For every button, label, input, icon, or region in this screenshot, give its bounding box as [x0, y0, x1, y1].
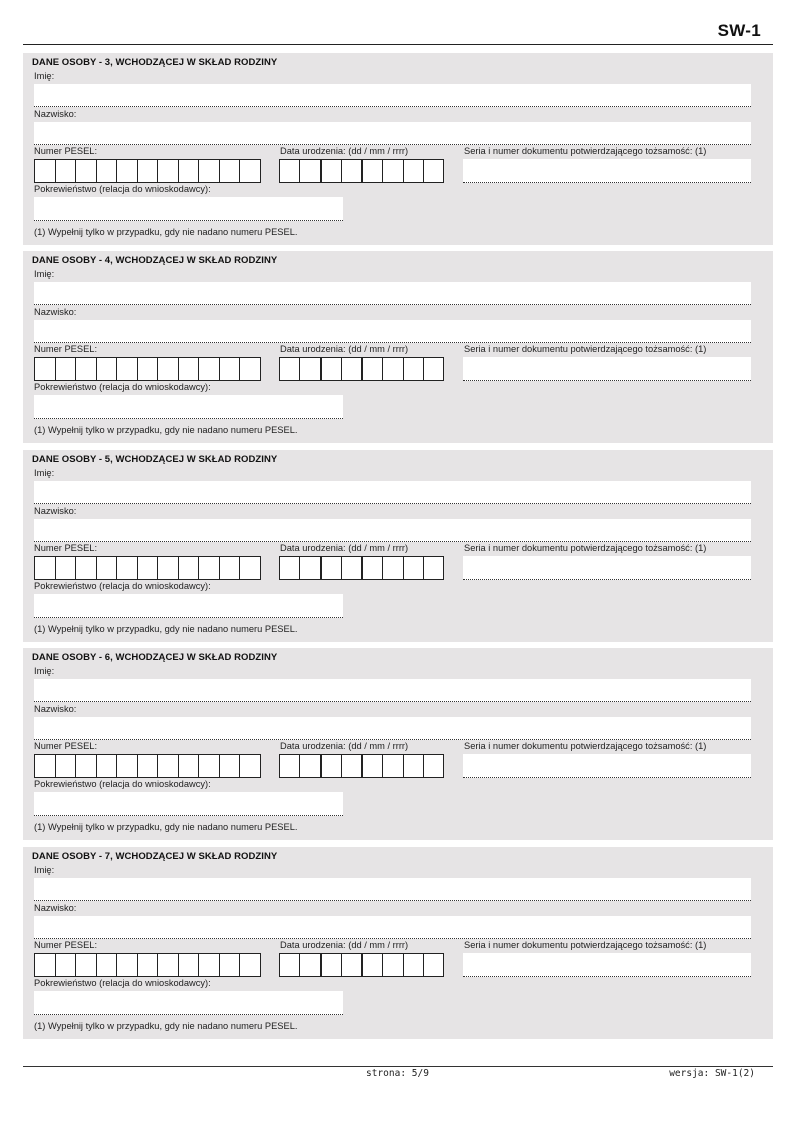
pesel-label: Numer PESEL: — [34, 344, 98, 354]
pesel-digit-box[interactable] — [56, 755, 77, 777]
birth-date-input[interactable] — [279, 556, 444, 580]
last-name-label: Nazwisko: — [34, 307, 77, 317]
date-digit-box[interactable] — [363, 954, 383, 976]
person-section — [23, 847, 773, 1039]
first-name-label: Imię: — [34, 71, 55, 81]
pesel-digit-box[interactable] — [158, 358, 179, 380]
pesel-digit-box[interactable] — [56, 954, 77, 976]
last-name-field[interactable] — [34, 122, 751, 145]
last-name-label: Nazwisko: — [34, 506, 77, 516]
relation-field[interactable] — [34, 197, 343, 221]
pesel-digit-box[interactable] — [117, 557, 138, 579]
date-digit-box[interactable] — [363, 755, 383, 777]
id-document-field[interactable] — [463, 357, 751, 381]
pesel-digit-box[interactable] — [97, 954, 118, 976]
pesel-digit-box[interactable] — [76, 557, 97, 579]
footnote: (1) Wypełnij tylko w przypadku, gdy nie nadano numeru PESEL. — [34, 1021, 298, 1031]
pesel-input[interactable] — [34, 953, 261, 977]
date-digit-box[interactable] — [363, 557, 383, 579]
date-digit-box[interactable] — [300, 954, 321, 976]
date-digit-box[interactable] — [383, 954, 403, 976]
last-name-field[interactable] — [34, 717, 751, 740]
pesel-digit-box[interactable] — [56, 557, 77, 579]
pesel-digit-box[interactable] — [35, 160, 56, 182]
pesel-digit-box[interactable] — [97, 557, 118, 579]
pesel-digit-box[interactable] — [179, 358, 200, 380]
footnote: (1) Wypełnij tylko w przypadku, gdy nie nadano numeru PESEL. — [34, 822, 298, 832]
date-digit-box[interactable] — [424, 755, 443, 777]
footnote: (1) Wypełnij tylko w przypadku, gdy nie nadano numeru PESEL. — [34, 227, 298, 237]
date-digit-box[interactable] — [404, 954, 424, 976]
birth-date-input[interactable] — [279, 357, 444, 381]
pesel-digit-box[interactable] — [199, 358, 220, 380]
first-name-label: Imię: — [34, 269, 55, 279]
pesel-digit-box[interactable] — [76, 358, 97, 380]
date-digit-box[interactable] — [322, 755, 342, 777]
id-document-field[interactable] — [463, 754, 751, 778]
pesel-digit-box[interactable] — [35, 557, 56, 579]
pesel-digit-box[interactable] — [179, 755, 200, 777]
pesel-digit-box[interactable] — [220, 755, 241, 777]
pesel-digit-box[interactable] — [35, 358, 56, 380]
date-digit-box[interactable] — [404, 755, 424, 777]
pesel-digit-box[interactable] — [97, 358, 118, 380]
id-document-field[interactable] — [463, 556, 751, 580]
pesel-digit-box[interactable] — [179, 557, 200, 579]
pesel-label: Numer PESEL: — [34, 146, 98, 156]
form-code: SW-1 — [717, 21, 761, 40]
person-section — [23, 450, 773, 642]
pesel-digit-box[interactable] — [76, 160, 97, 182]
birth-date-label: Data urodzenia: (dd / mm / rrrr) — [280, 543, 409, 553]
pesel-digit-box[interactable] — [97, 755, 118, 777]
pesel-label: Numer PESEL: — [34, 940, 98, 950]
form-version: wersja: SW-1(2) — [669, 1068, 755, 1079]
pesel-digit-box[interactable] — [158, 557, 179, 579]
pesel-input[interactable] — [34, 754, 261, 778]
pesel-digit-box[interactable] — [138, 160, 159, 182]
pesel-digit-box[interactable] — [240, 755, 260, 777]
pesel-input[interactable] — [34, 357, 261, 381]
pesel-digit-box[interactable] — [56, 358, 77, 380]
pesel-digit-box[interactable] — [220, 557, 241, 579]
last-name-label: Nazwisko: — [34, 704, 77, 714]
pesel-digit-box[interactable] — [240, 358, 260, 380]
birth-date-label: Data urodzenia: (dd / mm / rrrr) — [280, 940, 409, 950]
date-digit-box[interactable] — [342, 160, 363, 182]
first-name-field[interactable] — [34, 481, 751, 504]
date-digit-box[interactable] — [280, 160, 300, 182]
section-title: DANE OSOBY - 7, WCHODZĄCEJ W SKŁAD RODZINY — [32, 851, 278, 862]
footer-rule — [23, 1066, 773, 1067]
footnote: (1) Wypełnij tylko w przypadku, gdy nie nadano numeru PESEL. — [34, 425, 298, 435]
id-document-label: Seria i numer dokumentu potwierdzającego tożsamość: (1) — [464, 146, 707, 156]
section-title: DANE OSOBY - 6, WCHODZĄCEJ W SKŁAD RODZINY — [32, 652, 278, 663]
date-digit-box[interactable] — [300, 358, 321, 380]
pesel-digit-box[interactable] — [240, 160, 260, 182]
pesel-digit-box[interactable] — [117, 358, 138, 380]
id-document-label: Seria i numer dokumentu potwierdzającego tożsamość: (1) — [464, 344, 707, 354]
pesel-digit-box[interactable] — [199, 954, 220, 976]
date-digit-box[interactable] — [300, 160, 321, 182]
pesel-digit-box[interactable] — [220, 358, 241, 380]
date-digit-box[interactable] — [322, 358, 342, 380]
birth-date-label: Data urodzenia: (dd / mm / rrrr) — [280, 344, 409, 354]
relation-field[interactable] — [34, 395, 343, 419]
birth-date-input[interactable] — [279, 159, 444, 183]
pesel-digit-box[interactable] — [179, 954, 200, 976]
section-title: DANE OSOBY - 5, WCHODZĄCEJ W SKŁAD RODZINY — [32, 454, 278, 465]
relation-field[interactable] — [34, 991, 343, 1015]
date-digit-box[interactable] — [300, 755, 321, 777]
date-digit-box[interactable] — [280, 954, 300, 976]
first-name-field[interactable] — [34, 679, 751, 702]
date-digit-box[interactable] — [424, 358, 443, 380]
person-section — [23, 251, 773, 443]
last-name-label: Nazwisko: — [34, 109, 77, 119]
person-section — [23, 53, 773, 245]
date-digit-box[interactable] — [404, 160, 424, 182]
section-title: DANE OSOBY - 3, WCHODZĄCEJ W SKŁAD RODZINY — [32, 57, 278, 68]
pesel-digit-box[interactable] — [158, 160, 179, 182]
pesel-digit-box[interactable] — [117, 954, 138, 976]
pesel-digit-box[interactable] — [138, 755, 159, 777]
pesel-digit-box[interactable] — [117, 160, 138, 182]
pesel-digit-box[interactable] — [240, 954, 260, 976]
date-digit-box[interactable] — [424, 160, 443, 182]
date-digit-box[interactable] — [363, 358, 383, 380]
relation-label: Pokrewieństwo (relacja do wnioskodawcy): — [34, 779, 211, 789]
pesel-digit-box[interactable] — [138, 358, 159, 380]
date-digit-box[interactable] — [342, 954, 363, 976]
id-document-field[interactable] — [463, 953, 751, 977]
relation-label: Pokrewieństwo (relacja do wnioskodawcy): — [34, 978, 211, 988]
pesel-label: Numer PESEL: — [34, 741, 98, 751]
pesel-digit-box[interactable] — [35, 755, 56, 777]
pesel-digit-box[interactable] — [138, 557, 159, 579]
date-digit-box[interactable] — [404, 557, 424, 579]
first-name-label: Imię: — [34, 468, 55, 478]
pesel-input[interactable] — [34, 556, 261, 580]
date-digit-box[interactable] — [383, 557, 403, 579]
pesel-digit-box[interactable] — [199, 557, 220, 579]
date-digit-box[interactable] — [280, 358, 300, 380]
pesel-digit-box[interactable] — [179, 160, 200, 182]
id-document-label: Seria i numer dokumentu potwierdzającego tożsamość: (1) — [464, 741, 707, 751]
pesel-digit-box[interactable] — [220, 160, 241, 182]
pesel-digit-box[interactable] — [158, 954, 179, 976]
first-name-label: Imię: — [34, 666, 55, 676]
pesel-digit-box[interactable] — [199, 755, 220, 777]
pesel-digit-box[interactable] — [76, 755, 97, 777]
first-name-field[interactable] — [34, 84, 751, 107]
pesel-digit-box[interactable] — [220, 954, 241, 976]
date-digit-box[interactable] — [383, 358, 403, 380]
person-section — [23, 648, 773, 840]
first-name-field[interactable] — [34, 282, 751, 305]
date-digit-box[interactable] — [363, 160, 383, 182]
last-name-label: Nazwisko: — [34, 903, 77, 913]
date-digit-box[interactable] — [342, 358, 363, 380]
pesel-digit-box[interactable] — [117, 755, 138, 777]
date-digit-box[interactable] — [424, 557, 443, 579]
date-digit-box[interactable] — [322, 557, 342, 579]
header-rule — [23, 44, 773, 45]
first-name-field[interactable] — [34, 878, 751, 901]
date-digit-box[interactable] — [322, 954, 342, 976]
last-name-field[interactable] — [34, 320, 751, 343]
pesel-digit-box[interactable] — [158, 755, 179, 777]
birth-date-input[interactable] — [279, 953, 444, 977]
id-document-label: Seria i numer dokumentu potwierdzającego tożsamość: (1) — [464, 543, 707, 553]
date-digit-box[interactable] — [300, 557, 321, 579]
page-number: strona: 5/9 — [366, 1068, 429, 1079]
pesel-digit-box[interactable] — [56, 160, 77, 182]
pesel-digit-box[interactable] — [199, 160, 220, 182]
birth-date-input[interactable] — [279, 754, 444, 778]
pesel-input[interactable] — [34, 159, 261, 183]
date-digit-box[interactable] — [342, 755, 363, 777]
footnote: (1) Wypełnij tylko w przypadku, gdy nie nadano numeru PESEL. — [34, 624, 298, 634]
relation-field[interactable] — [34, 594, 343, 618]
date-digit-box[interactable] — [383, 160, 403, 182]
date-digit-box[interactable] — [424, 954, 443, 976]
last-name-field[interactable] — [34, 916, 751, 939]
pesel-digit-box[interactable] — [35, 954, 56, 976]
relation-label: Pokrewieństwo (relacja do wnioskodawcy): — [34, 184, 211, 194]
relation-label: Pokrewieństwo (relacja do wnioskodawcy): — [34, 581, 211, 591]
birth-date-label: Data urodzenia: (dd / mm / rrrr) — [280, 146, 409, 156]
id-document-label: Seria i numer dokumentu potwierdzającego tożsamość: (1) — [464, 940, 707, 950]
section-title: DANE OSOBY - 4, WCHODZĄCEJ W SKŁAD RODZINY — [32, 255, 278, 266]
date-digit-box[interactable] — [322, 160, 342, 182]
id-document-field[interactable] — [463, 159, 751, 183]
first-name-label: Imię: — [34, 865, 55, 875]
date-digit-box[interactable] — [280, 755, 300, 777]
birth-date-label: Data urodzenia: (dd / mm / rrrr) — [280, 741, 409, 751]
pesel-label: Numer PESEL: — [34, 543, 98, 553]
date-digit-box[interactable] — [280, 557, 300, 579]
relation-field[interactable] — [34, 792, 343, 816]
date-digit-box[interactable] — [404, 358, 424, 380]
pesel-digit-box[interactable] — [240, 557, 260, 579]
pesel-digit-box[interactable] — [138, 954, 159, 976]
date-digit-box[interactable] — [383, 755, 403, 777]
pesel-digit-box[interactable] — [97, 160, 118, 182]
last-name-field[interactable] — [34, 519, 751, 542]
pesel-digit-box[interactable] — [76, 954, 97, 976]
date-digit-box[interactable] — [342, 557, 363, 579]
relation-label: Pokrewieństwo (relacja do wnioskodawcy): — [34, 382, 211, 392]
